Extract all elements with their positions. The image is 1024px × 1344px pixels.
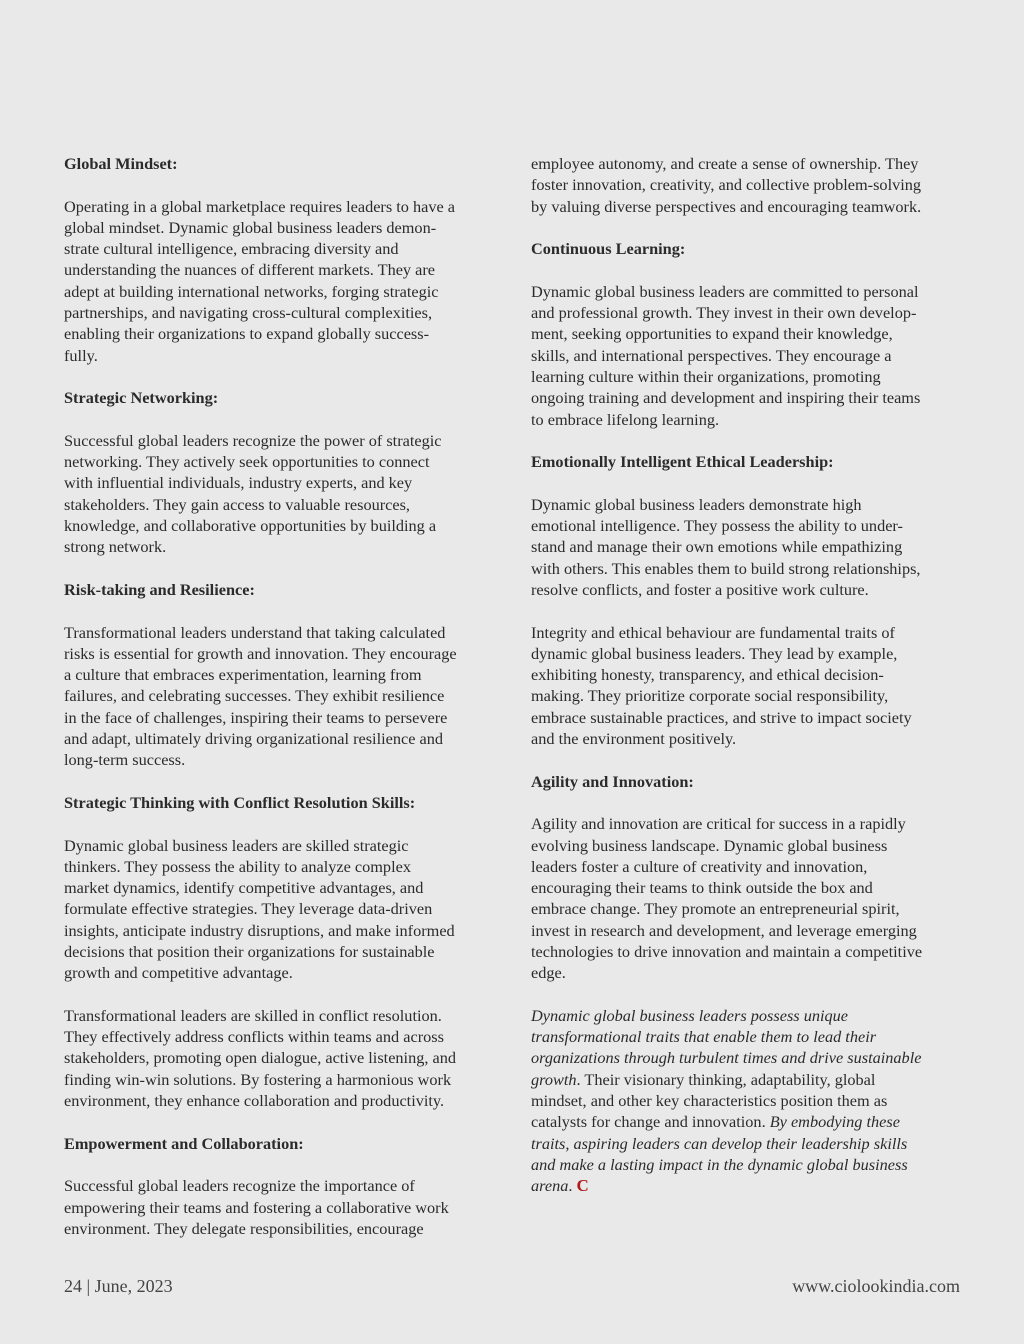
paragraph-agility [531, 813, 963, 983]
paragraph-strategic-thinking [64, 835, 496, 984]
text-line: knowledge, and collaborative opportunities by building a [64, 516, 437, 536]
paragraph-risk-taking [64, 622, 496, 771]
text-line: partnerships, and navigating cross-cultural complexities, [64, 303, 433, 323]
text-line: Operating in a global marketplace requires leaders to have a [64, 196, 456, 216]
text-line: invest in research and development, and leverage emerging [531, 920, 917, 940]
text-line: technologies to drive innovation and maintain a competitive [531, 941, 923, 961]
text-line: Successful global leaders recognize the power of strategic [64, 430, 442, 450]
section-heading-agility: Agility and Innovation: [531, 771, 694, 791]
text-line: Transformational leaders are skilled in conflict resolution. [64, 1005, 442, 1025]
text-line: formulate effective strategies. They leverage data-driven [64, 899, 433, 919]
paragraph-integrity [531, 622, 963, 750]
text-line: evolving business landscape. Dynamic global business [531, 835, 888, 855]
text-line: exhibiting honesty, transparency, and ethical decision- [531, 665, 884, 685]
text-line: Agility and innovation are critical for success in a rapidly [531, 814, 906, 834]
text-line: embrace change. They promote an entrepreneurial spirit, [531, 899, 900, 919]
text-line: risks is essential for growth and innovation. They encourage [64, 643, 457, 663]
paragraph-strategic-networking [64, 430, 496, 558]
section-heading-emotional-intelligence: Emotionally Intelligent Ethical Leadership: [531, 452, 834, 472]
text-line: embrace sustainable practices, and strive to impact society [531, 707, 912, 727]
paragraph-continuous-learning [531, 281, 963, 430]
text-line: networking. They actively seek opportunities to connect [64, 452, 430, 472]
text-line: enabling their organizations to expand globally success- [64, 324, 430, 344]
text-line: They effectively address conflicts within teams and across [64, 1027, 444, 1047]
text-line: adept at building international networks, forging strategic [64, 281, 439, 301]
text-line: Successful global leaders recognize the importance of [64, 1176, 415, 1196]
paragraph-conclusion: Dynamic global business leaders possess unique transformational traits that enable them to lead their organizations through turbulent times and drive sustainable growth. Their visionary thinking, adaptability, global mindset, and other key characteristics position them as catalysts for change and innovation. By embodying these traits, aspiring leaders can develop their leadership skills and make a lasting impact in the dynamic global business arena. C [531, 1005, 922, 1196]
text-line: stakeholders, promoting open dialogue, active listening, and [64, 1048, 457, 1068]
text-line: Transformational leaders understand that taking calculated [64, 622, 446, 642]
text-line: dynamic global business leaders. They lead by example, [531, 643, 898, 663]
text-line: making. They prioritize corporate social responsibility, [531, 686, 889, 706]
text-line: Integrity and ethical behaviour are fundamental traits of [531, 622, 895, 642]
text-line: foster innovation, creativity, and collective problem-solving [531, 175, 922, 195]
text-line: ongoing training and development and inspiring their teams [531, 388, 921, 408]
text-line: decisions that position their organizations for sustainable [64, 941, 435, 961]
text-line: strong network. [64, 537, 167, 557]
text-line: in the face of challenges, inspiring their teams to persevere [64, 707, 448, 727]
text-line: Dynamic global business leaders are committed to personal [531, 281, 919, 301]
text-line: encouraging their teams to think outside the box and [531, 878, 873, 898]
text-line: insights, anticipate industry disruptions, and make informed [64, 920, 455, 940]
section-heading-continuous-learning: Continuous Learning: [531, 239, 686, 259]
text-line: market dynamics, identify competitive advantages, and [64, 878, 424, 898]
section-heading-risk-taking: Risk-taking and Resilience: [64, 579, 255, 599]
text-line: stakeholders. They gain access to valuable resources, [64, 494, 411, 514]
text-line: by valuing diverse perspectives and encouraging teamwork. [531, 196, 922, 216]
text-line: with others. This enables them to build strong relationships, [531, 558, 921, 578]
text-line: long-term success. [64, 750, 186, 770]
text-line: learning culture within their organizations, promoting [531, 366, 881, 386]
text-line: environment. They delegate responsibilities, encourage [64, 1218, 424, 1238]
page-number-date: 24 | June, 2023 [64, 1276, 173, 1296]
text-line: Dynamic global business leaders demonstrate high [531, 494, 862, 514]
paragraph-empowerment [64, 1175, 496, 1239]
text-line: leaders foster a culture of creativity and innovation, [531, 856, 868, 876]
left-column [64, 153, 496, 1260]
text-line: failures, and celebrating successes. They exhibit resilience [64, 686, 445, 706]
text-line: skills, and international perspectives. They encourage a [531, 345, 892, 365]
text-line: employee autonomy, and create a sense of ownership. They [531, 154, 919, 173]
text-line: empowering their teams and fostering a collaborative work [64, 1197, 449, 1217]
text-line: environment, they enhance collaboration and productivity. [64, 1091, 445, 1111]
text-line: a culture that embraces experimentation, learning from [64, 665, 422, 685]
paragraph-global-mindset [64, 196, 496, 366]
text-line: with influential individuals, industry experts, and key [64, 473, 413, 493]
text-line: thinkers. They possess the ability to analyze complex [64, 856, 411, 876]
text-line: edge. [531, 963, 566, 983]
text-line: to embrace lifelong learning. [531, 409, 720, 429]
text-line: fully. [64, 345, 98, 365]
text-line: emotional intelligence. They possess the ability to under- [531, 516, 903, 536]
end-mark-icon: C [576, 1176, 589, 1196]
website-url[interactable]: www.ciolookindia.com [792, 1276, 960, 1296]
paragraph-conflict-resolution [64, 1005, 496, 1111]
text-line: growth and competitive advantage. [64, 963, 293, 983]
text-line: and adapt, ultimately driving organizational resilience and [64, 729, 444, 749]
text-line: finding win-win solutions. By fostering a harmonious work [64, 1069, 452, 1089]
section-heading-empowerment: Empowerment and Collaboration: [64, 1133, 304, 1153]
text-line: stand and manage their own emotions while empathizing [531, 537, 903, 557]
paragraph-emotional-intelligence [531, 494, 963, 600]
text-line: and professional growth. They invest in their own develop- [531, 303, 917, 323]
text-line: understanding the nuances of different markets. They are [64, 260, 436, 280]
text-line: global mindset. Dynamic global business leaders demon- [64, 217, 437, 237]
section-heading-strategic-networking: Strategic Networking: [64, 388, 219, 408]
text-line: ment, seeking opportunities to expand their knowledge, [531, 324, 893, 344]
text-line: resolve conflicts, and foster a positive work culture. [531, 579, 869, 599]
text-line: strate cultural intelligence, embracing diversity and [64, 239, 399, 259]
text-line: Dynamic global business leaders are skilled strategic [64, 835, 409, 855]
text-line: and the environment positively. [531, 729, 737, 749]
section-heading-strategic-thinking: Strategic Thinking with Conflict Resolution Skills: [64, 792, 416, 812]
section-heading-global-mindset: Global Mindset: [64, 154, 178, 173]
right-column [531, 153, 963, 1218]
paragraph-empowerment-continued [531, 153, 963, 217]
